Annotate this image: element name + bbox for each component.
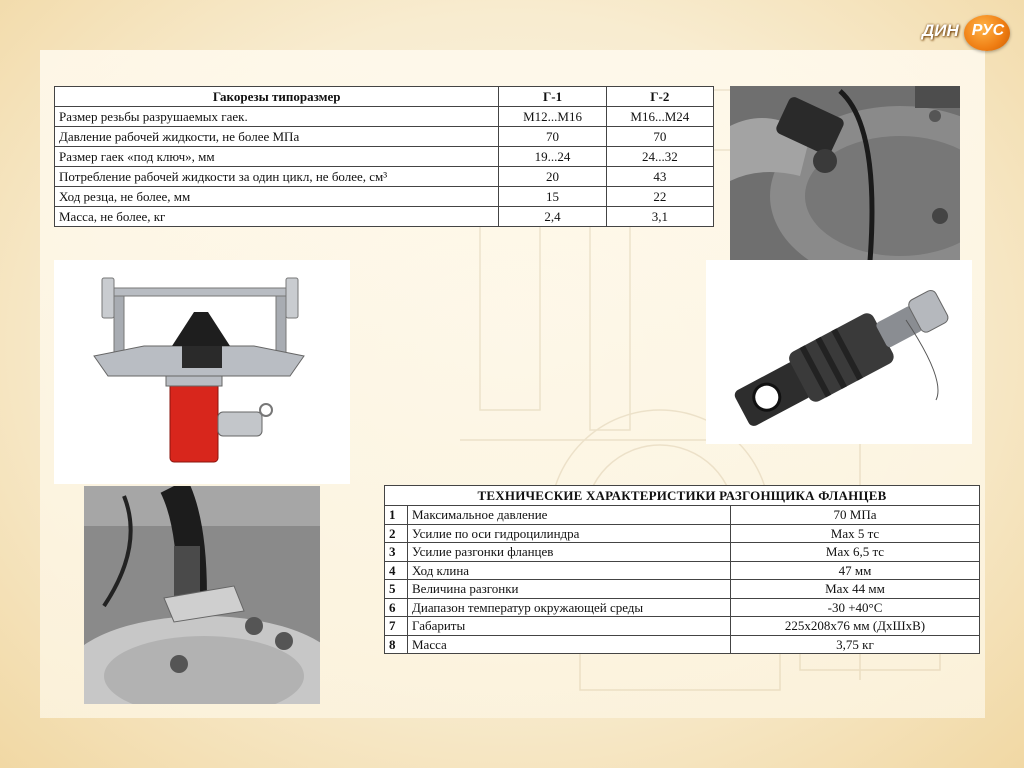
value-cell-g2: M16...M24 (606, 107, 713, 127)
row-number: 4 (385, 561, 408, 580)
flange-spreader-spec-table (384, 485, 980, 654)
row-number: 7 (385, 617, 408, 636)
table-row (55, 187, 714, 207)
table-row (55, 127, 714, 147)
value-cell: 70 МПа (731, 506, 980, 525)
value-cell: 3,75 кг (731, 635, 980, 654)
header-cell-param: Гакорезы типоразмер (55, 87, 499, 107)
table-row (55, 207, 714, 227)
param-cell: Величина разгонки (408, 580, 731, 599)
table-row (385, 598, 980, 617)
param-cell: Усилие разгонки фланцев (408, 543, 731, 562)
table-row (385, 580, 980, 599)
table-title: ТЕХНИЧЕСКИЕ ХАРАКТЕРИСТИКИ РАЗГОНЩИКА ФЛАНЦЕВ (385, 486, 980, 506)
value-cell-g1: 15 (499, 187, 606, 207)
param-cell: Усилие по оси гидроцилиндра (408, 524, 731, 543)
table-row (385, 617, 980, 636)
value-cell-g1: 2,4 (499, 207, 606, 227)
table-row (55, 167, 714, 187)
param-cell: Диапазон температур окружающей среды (408, 598, 731, 617)
value-cell-g2: 24...32 (606, 147, 713, 167)
param-cell: Масса (408, 635, 731, 654)
table-row (385, 561, 980, 580)
row-number: 8 (385, 635, 408, 654)
table-row (385, 524, 980, 543)
param-cell: Давление рабочей жидкости, не более МПа (55, 127, 499, 147)
row-number: 2 (385, 524, 408, 543)
header-cell-g1: Г-1 (499, 87, 606, 107)
row-number: 5 (385, 580, 408, 599)
param-cell: Максимальное давление (408, 506, 731, 525)
row-number: 1 (385, 506, 408, 525)
logo-text-rus: РУС (971, 22, 1005, 39)
value-cell: Мах 5 тс (731, 524, 980, 543)
value-cell-g1: 70 (499, 127, 606, 147)
value-cell: 47 мм (731, 561, 980, 580)
param-cell: Потребление рабочей жидкости за один цикл, не более, см³ (55, 167, 499, 187)
value-cell: 225х208х76 мм (ДхШхВ) (731, 617, 980, 636)
param-cell: Размер гаек «под ключ», мм (55, 147, 499, 167)
company-logo (916, 12, 1016, 56)
param-cell: Ход клина (408, 561, 731, 580)
photo-flange-spreader-device (54, 260, 350, 484)
param-cell: Масса, не более, кг (55, 207, 499, 227)
value-cell: Мах 44 мм (731, 580, 980, 599)
value-cell-g2: 22 (606, 187, 713, 207)
value-cell-g1: 20 (499, 167, 606, 187)
value-cell-g1: 19...24 (499, 147, 606, 167)
value-cell: Мах 6,5 тс (731, 543, 980, 562)
table-row (385, 506, 980, 525)
table-header-row (55, 87, 714, 107)
header-cell-g2: Г-2 (606, 87, 713, 107)
logo-text-din: ДИН (922, 21, 959, 40)
table-row (385, 543, 980, 562)
value-cell: -30 +40°С (731, 598, 980, 617)
value-cell-g2: 3,1 (606, 207, 713, 227)
row-number: 3 (385, 543, 408, 562)
value-cell-g1: M12...M16 (499, 107, 606, 127)
param-cell: Размер резьбы разрушаемых гаек. (55, 107, 499, 127)
table-row (385, 635, 980, 654)
param-cell: Ход резца, не более, мм (55, 187, 499, 207)
table-title-row (385, 486, 980, 506)
photo-spreader-on-pipeline (84, 486, 320, 704)
photo-nut-splitter-in-use (730, 86, 960, 261)
table-row (55, 147, 714, 167)
value-cell-g2: 43 (606, 167, 713, 187)
row-number: 6 (385, 598, 408, 617)
value-cell-g2: 70 (606, 127, 713, 147)
photo-hydraulic-spreader-tool (706, 260, 972, 444)
param-cell: Габариты (408, 617, 731, 636)
nut-splitter-spec-table (54, 86, 714, 227)
table-row (55, 107, 714, 127)
